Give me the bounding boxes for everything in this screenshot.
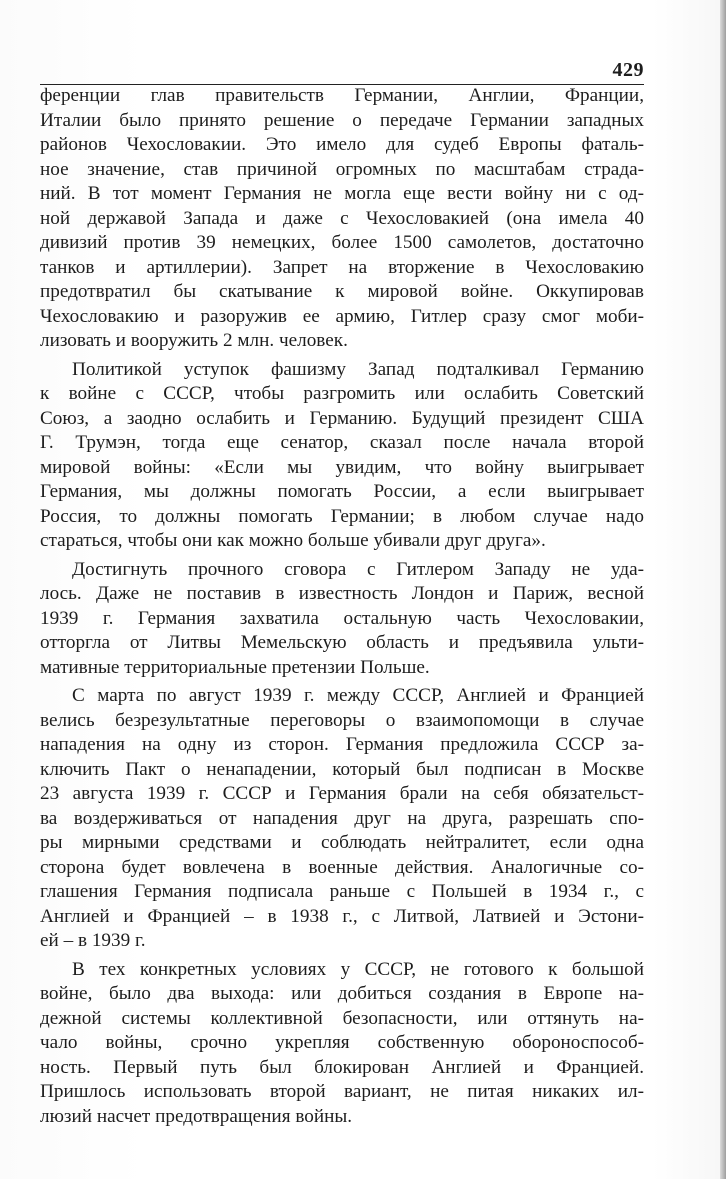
text-line: глашения Германия подписала раньше с Польшей в 1934 г., с [40, 881, 644, 902]
text-line: ры мирными средствами и соблюдать нейтралитет, если одна [40, 832, 644, 853]
text-line: С марта по август 1939 г. между СССР, Англией и Францией [72, 685, 644, 706]
paragraph-2 [40, 358, 644, 554]
page-number: 429 [612, 59, 644, 81]
text-line: танков и артиллерии). Запрет на вторжение в Чехословакию [40, 256, 644, 278]
text-line: велись безрезультатные переговоры о взаимопомощи в случае [40, 709, 644, 731]
text-line: ключить Пакт о ненападении, который был подписан в Москве [40, 758, 644, 780]
paragraph-3 [40, 558, 644, 681]
paragraph-4 [40, 684, 644, 954]
text-line: отторгла от Литвы Мемельскую область и предъявила ульти- [40, 632, 644, 653]
text-line: стараться, чтобы они как можно больше убивали друг друга». [40, 530, 546, 551]
text-line: дивизий против 39 немецких, более 1500 самолетов, достаточно [40, 232, 644, 253]
paragraph-5 [40, 958, 644, 1130]
text-line: ной державой Запада и даже с Чехословакией (она имела 40 [40, 207, 644, 229]
text-line: Союз, а заодно ослабить и Германию. Будущий президент США [40, 407, 644, 429]
text-line: люзий насчет предотвращения войны. [40, 1105, 353, 1127]
text-line: 1939 г. Германия захватила остальную часть Чехословакии, [40, 607, 644, 629]
text-line: районов Чехословакии. Это имело для судеб Европы фаталь- [40, 134, 644, 155]
page-edge-shadow [720, 0, 726, 1179]
text-line: ное значение, став причиной огромных по масштабам страда- [40, 158, 644, 180]
text-line: Г. Трумэн, тогда еще сенатор, сказал после начала второй [40, 432, 644, 453]
text-line: Достигнуть прочного сговора с Гитлером Западу не уда- [72, 558, 644, 580]
text-line: ва воздерживаться от нападения друг на друга, разрешать спо- [40, 807, 644, 829]
text-line: дежной системы коллективной безопасности, или оттянуть на- [40, 1007, 644, 1029]
text-line: ференции глав правительств Германии, Англии, Франции, [40, 85, 644, 106]
text-line: Чехословакию и разоружив ее армию, Гитлер сразу смог моби- [40, 305, 644, 327]
text-line: предотвратил бы скатывание к мировой войне. Оккупировав [40, 281, 644, 302]
text-line: ний. В тот момент Германия не могла еще вести войну ни с од- [40, 183, 644, 204]
text-line: Россия, то должны помогать Германии; в любом случае надо [40, 505, 644, 527]
page-header [40, 54, 644, 85]
text-line: чало войны, срочно укрепляя собственную обороноспособ- [40, 1032, 644, 1053]
text-line: В тех конкретных условиях у СССР, не готового к большой [72, 958, 644, 980]
text-line: к войне с СССР, чтобы разгромить или ослабить Советский [40, 383, 644, 404]
text-line: мативные территориальные претензии Польше. [40, 656, 430, 678]
text-line: войне, было два выхода: или добиться создания в Европе на- [40, 983, 644, 1004]
text-line: ей – в 1939 г. [40, 930, 146, 951]
text-line: Италии было принято решение о передаче Германии западных [40, 109, 644, 131]
body-text [40, 84, 644, 1133]
text-line: лизовать и вооружить 2 млн. человек. [40, 330, 348, 351]
text-line: Пришлось использовать второй вариант, не питая никаких ил- [40, 1081, 644, 1102]
text-line: нападения на одну из сторон. Германия предложила СССР за- [40, 734, 644, 755]
text-line: Политикой уступок фашизму Запад подталкивал Германию [72, 358, 644, 380]
text-line: 23 августа 1939 г. СССР и Германия брали на себя обязательст- [40, 783, 644, 804]
text-line: лось. Даже не поставив в известность Лондон и Париж, весной [40, 583, 644, 604]
text-line: мировой войны: «Если мы увидим, что войну выигрывает [40, 456, 644, 478]
text-line: ность. Первый путь был блокирован Англией и Францией. [40, 1056, 644, 1078]
paragraph-1 [40, 84, 644, 354]
text-line: Англией и Францией – в 1938 г., с Литвой, Латвией и Эстони- [40, 905, 644, 927]
text-line: сторона будет вовлечена в военные действия. Аналогичные со- [40, 856, 644, 878]
text-line: Германия, мы должны помогать России, а если выигрывает [40, 481, 644, 502]
